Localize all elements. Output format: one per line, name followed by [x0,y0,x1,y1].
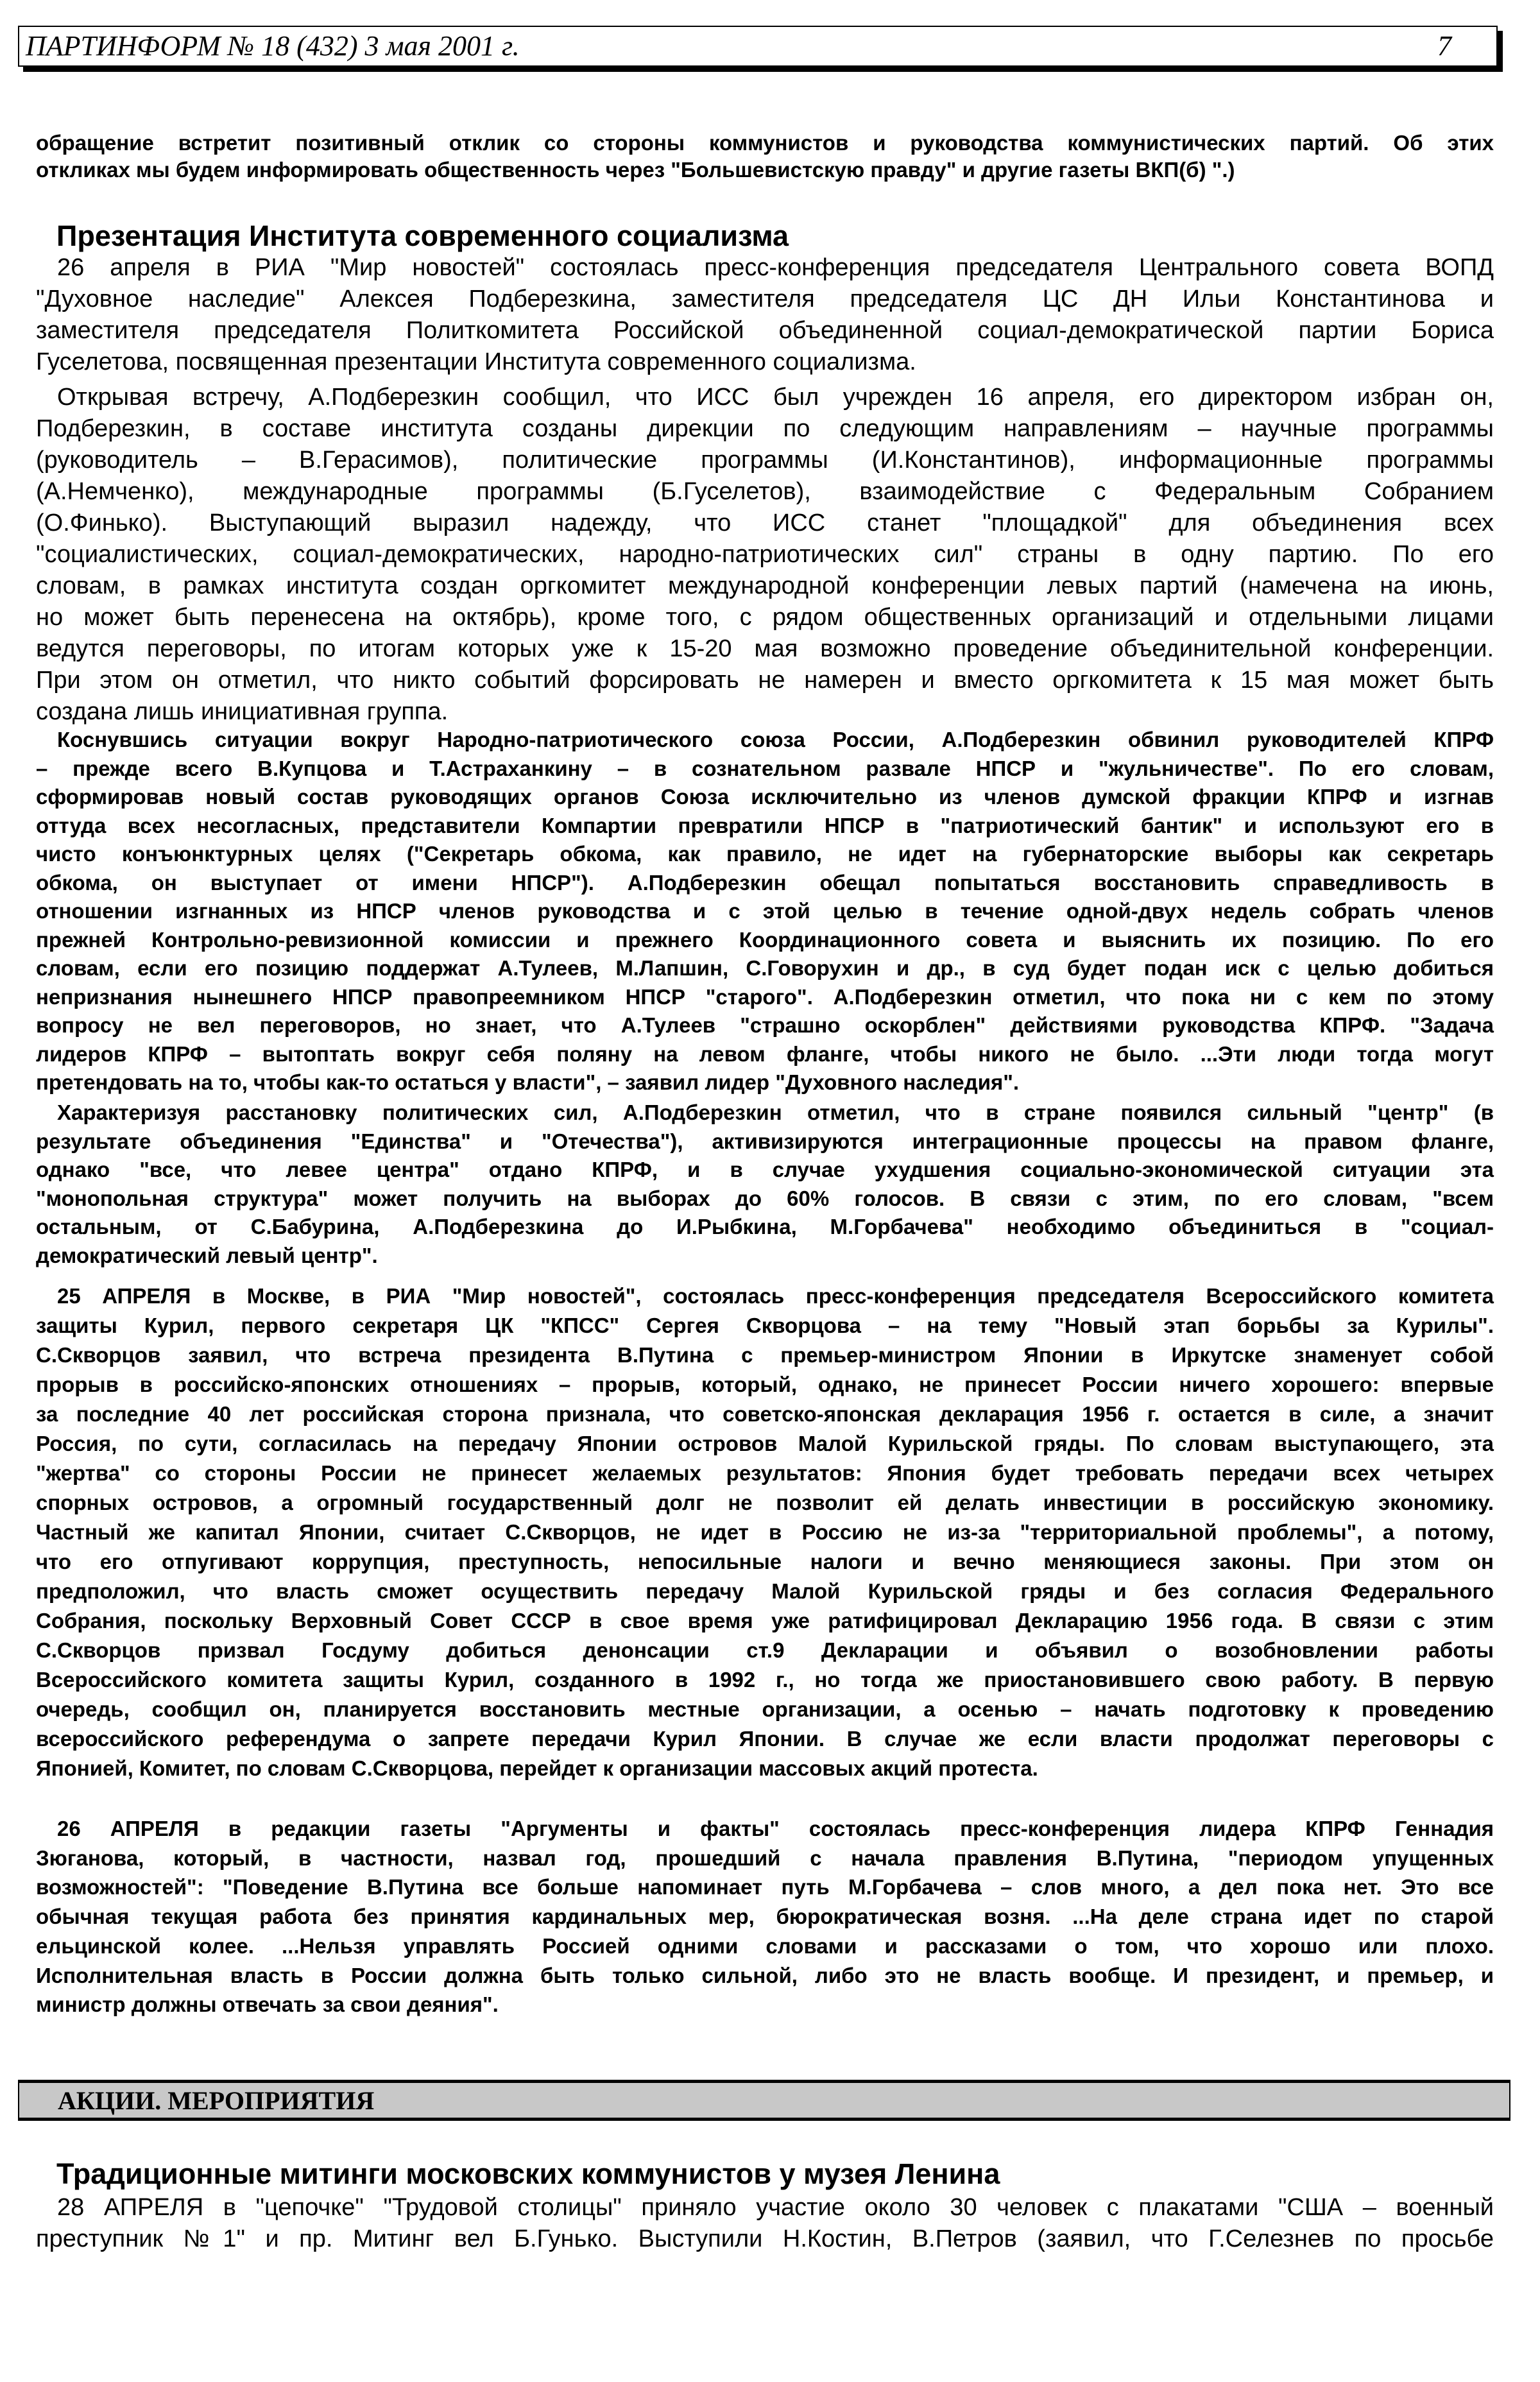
paragraph [36,130,1494,184]
text-line: демократический левый центр". [36,1243,378,1267]
paragraph [36,726,1494,1097]
paragraph [36,1281,1494,1783]
text-line: спорных островов, а огромный государственный долг не позволит ей делать инвестиции в российскую экономику. [36,1491,1494,1514]
article-heading-institute: Презентация Института современного социализма [56,219,789,252]
text-line: Частный же капитал Японии, считает С.Скворцов, не идет в Россию не из-за "территориальной проблемы", а потому, [36,1520,1494,1544]
text-line: "социалистических, социал-демократических, народно-патриотических сил" страны в одну партию. По его [36,541,1494,568]
page-header [18,26,1498,67]
section-band-title: АКЦИИ. МЕРОПРИЯТИЯ [58,2086,375,2115]
text-line: обращение встретит позитивный отклик со стороны коммунистов и руководства коммунистических партий. Об этих [36,131,1494,155]
text-line: прорыв в российско-японских отношениях – прорыв, который, однако, не принесет России ничего хорошего: впервые [36,1373,1494,1396]
paragraph [36,2192,1494,2255]
text-line: – прежде всего В.Купцова и Т.Астраханкину – в сознательном развале НПСР и "жульничестве". По его словам, [36,756,1494,780]
text-line: Характеризуя расстановку политических сил, А.Подберезкин отметил, что в стране появился сильный "центр" (в [57,1101,1494,1124]
text-line: чисто конъюнктурных целях ("Секретарь обкома, как правило, не идет на губернаторские выборы как секретарь [36,842,1494,866]
text-line: (А.Немченко), международные программы (Б.Гуселетов), взаимодействие с Федеральным Собранием [36,478,1494,505]
text-line: Зюганова, который, в частности, назвал год, прошедший с начала правления В.Путина, "периодом упущенных [36,1846,1494,1870]
paragraph [36,1814,1494,2019]
text-line: 25 АПРЕЛЯ в Москве, в РИА "Мир новостей", состоялась пресс-конференция председателя Всероссийского комитета [57,1284,1494,1308]
article-heading-rallies: Традиционные митинги московских коммунистов у музея Ленина [56,2157,1000,2190]
text-line: При этом он отметил, что никто событий форсировать не намерен и вместо оргкомитета к 15 мая может быть [36,667,1494,694]
paragraph [36,252,1494,378]
text-line: Собрания, поскольку Верховный Совет СССР в свое время уже ратифицировал Декларацию 1956 года. В связи с этим [36,1609,1494,1632]
text-line: С.Скворцов заявил, что встреча президента В.Путина с премьер-министром Японии в Иркутске знаменует собой [36,1343,1494,1367]
text-line: Исполнительная власть в России должна быть только сильной, либо это не власть вообще. И президент, и премьер, и [36,1963,1494,1987]
text-line: отношении изгнанных из НПСР членов руководства и с этой целью в течение одной-двух недель собрать членов [36,899,1494,923]
text-line: заместителя председателя Политкомитета Российской объединенной социал-демократической партии Бориса [36,317,1494,344]
text-line: однако "все, что левее центра" отдано КПРФ, и в случае ухудшения социально-экономической ситуации эта [36,1158,1494,1181]
text-line: Коснувшись ситуации вокруг Народно-патриотического союза России, А.Подберезкин обвинил руководителей КПРФ [57,728,1494,751]
paragraph [36,382,1494,728]
text-line: 26 апреля в РИА "Мир новостей" состоялась пресс-конференция председателя Центрального совета ВОПД [57,254,1494,281]
text-line: очередь, сообщил он, планируется восстановить местные организации, а осенью – начать подготовку к проведению [36,1697,1494,1721]
text-line: создана лишь инициативная группа. [36,698,449,725]
text-line: Гуселетова, посвященная презентации Института современного социализма. [36,348,916,375]
text-line: Японией, Комитет, по словам С.Скворцова, перейдет к организации массовых акций протеста. [36,1756,1038,1780]
text-line: результате объединения "Единства" и "Отечества"), активизируются интеграционные процессы на правом фланге, [36,1129,1494,1153]
section-band [18,2080,1510,2121]
text-line: Россия, по сути, согласилась на передачу Японии островов Малой Курильской гряды. По словам выступающего, эта [36,1432,1494,1455]
text-line: откликах мы будем информировать общественность через "Большевистскую правду" и другие газеты ВКП(б) ".) [36,158,1235,182]
text-line: 28 АПРЕЛЯ в "цепочке" "Трудовой столицы" приняло участие около 30 человек с плакатами "США – военный [57,2194,1494,2221]
text-line: за последние 40 лет российская сторона признала, что советско-японская декларация 1956 г. остается в силе, а значит [36,1402,1494,1426]
text-line: ельцинской колее. ...Нельзя управлять Россией одними словами и рассказами о том, что хорошо или плохо. [36,1933,1494,1958]
publication-title: ПАРТИНФОРМ № 18 (432) 3 мая 2001 г. [26,30,520,62]
text-line: (О.Финько). Выступающий выразил надежду, что ИСС станет "площадкой" для объединения всех [36,510,1494,536]
text-line: Открывая встречу, А.Подберезкин сообщил, что ИСС был учрежден 16 апреля, его директором избран он, [57,384,1494,411]
paragraph [36,1099,1494,1270]
text-line: "монопольная структура" может получить на выборах до 60% голосов. В связи с этим, по его словам, "всем [36,1186,1494,1210]
text-line: обычная текущая работа без принятия кардинальных мер, бюрократическая возня. ...На деле страна идет по старой [36,1905,1494,1929]
text-line: "Духовное наследие" Алексея Подберезкина, заместителя председателя ЦС ДН Ильи Константинова и [36,286,1494,313]
text-line: оттуда всех несогласных, представители Компартии превратили НПСР в "патриотический бантик" и используют его в [36,813,1494,837]
text-line: словам, если его позицию поддержат А.Тулеев, М.Лапшин, С.Говорухин и др., в суд будет подан иск с целью добиться [36,956,1494,980]
text-line: Подберезкин, в составе института созданы дирекции по следующим направлениям – научные программы [36,415,1494,442]
text-line: предположил, что власть сможет осуществить передачу Малой Курильской гряды и без согласия Федерального [36,1579,1494,1603]
text-line: "жертва" со стороны России не принесет желаемых результатов: Япония будет требовать передачи всех четырех [36,1461,1494,1485]
text-line: 26 АПРЕЛЯ в редакции газеты "Аргументы и факты" состоялась пресс-конференция лидера КПРФ Геннадия [57,1817,1494,1840]
page-number: 7 [1437,30,1451,62]
text-line: вопросу не вел переговоров, но знает, что А.Тулеев "страшно оскорблен" действиями руководства КПРФ. "Задача [36,1013,1494,1037]
text-line: но может быть перенесена на октябрь), кроме того, с рядом общественных организаций и отдельными лицами [36,604,1494,631]
text-line: остальным, от С.Бабурина, А.Подберезкина до И.Рыбкина, М.Горбачева" необходимо объединиться в "социал- [36,1215,1494,1238]
text-line: претендовать на то, чтобы как-то остаться у власти", – заявил лидер "Духовного наследия". [36,1070,1020,1094]
text-line: Всероссийского комитета защиты Курил, созданного в 1992 г., но тогда же приостановившего свою работу. В первую [36,1668,1494,1692]
text-line: министр должны отвечать за свои деяния". [36,1992,499,2017]
text-line: что его отпугивают коррупция, преступность, непосильные налоги и вечно меняющиеся законы. При этом он [36,1550,1494,1573]
text-line: лидеров КПРФ – вытоптать вокруг себя поляну на левом фланге, чтобы никого не было. ...Эти люди тогда могут [36,1041,1494,1066]
text-line: сформировав новый состав руководящих органов Союза исключительно из членов думской фракции КПРФ и изгнав [36,785,1494,809]
text-line: защиты Курил, первого секретаря ЦК "КПСС" Сергея Скворцова – на тему "Новый этап борьбы за Курилы". [36,1314,1494,1337]
text-line: прежней Контрольно-ревизионной комиссии и прежнего Координационного совета и выяснить их позицию. По его [36,927,1494,952]
text-line: всероссийского референдума о запрете передачи Курил Японии. В случае же если власти продолжат переговоры с [36,1727,1494,1751]
text-line: словам, в рамках института создан оргкомитет международной конференции левых партий (намечена на июнь, [36,572,1494,599]
text-line: непризнания нынешнего НПСР правопреемником НПСР "старого". А.Подберезкин отметил, что пока ни с кем по этому [36,984,1494,1009]
text-line: (руководитель – В.Герасимов), политические программы (И.Константинов), информационные программы [36,447,1494,474]
text-line: возможностей": "Поведение В.Путина все больше напоминает путь М.Горбачева – слов много, а дел пока нет. Это все [36,1875,1494,1899]
text-line: преступник №1" и пр. Митинг вел Б.Гунько. Выступили Н.Костин, В.Петров (заявил, что Г.Селезнев по просьбе [36,2225,1494,2252]
text-line: обкома, он выступает от имени НПСР"). А.Подберезкин обещал попытаться восстановить справедливость в [36,870,1494,895]
text-line: С.Скворцов призвал Госдуму добиться денонсации ст.9 Декларации и объявил о возобновлении работы [36,1638,1494,1662]
text-line: ведутся переговоры, по итогам которых уже к 15-20 мая возможно проведение объединительной конференции. [36,635,1494,662]
